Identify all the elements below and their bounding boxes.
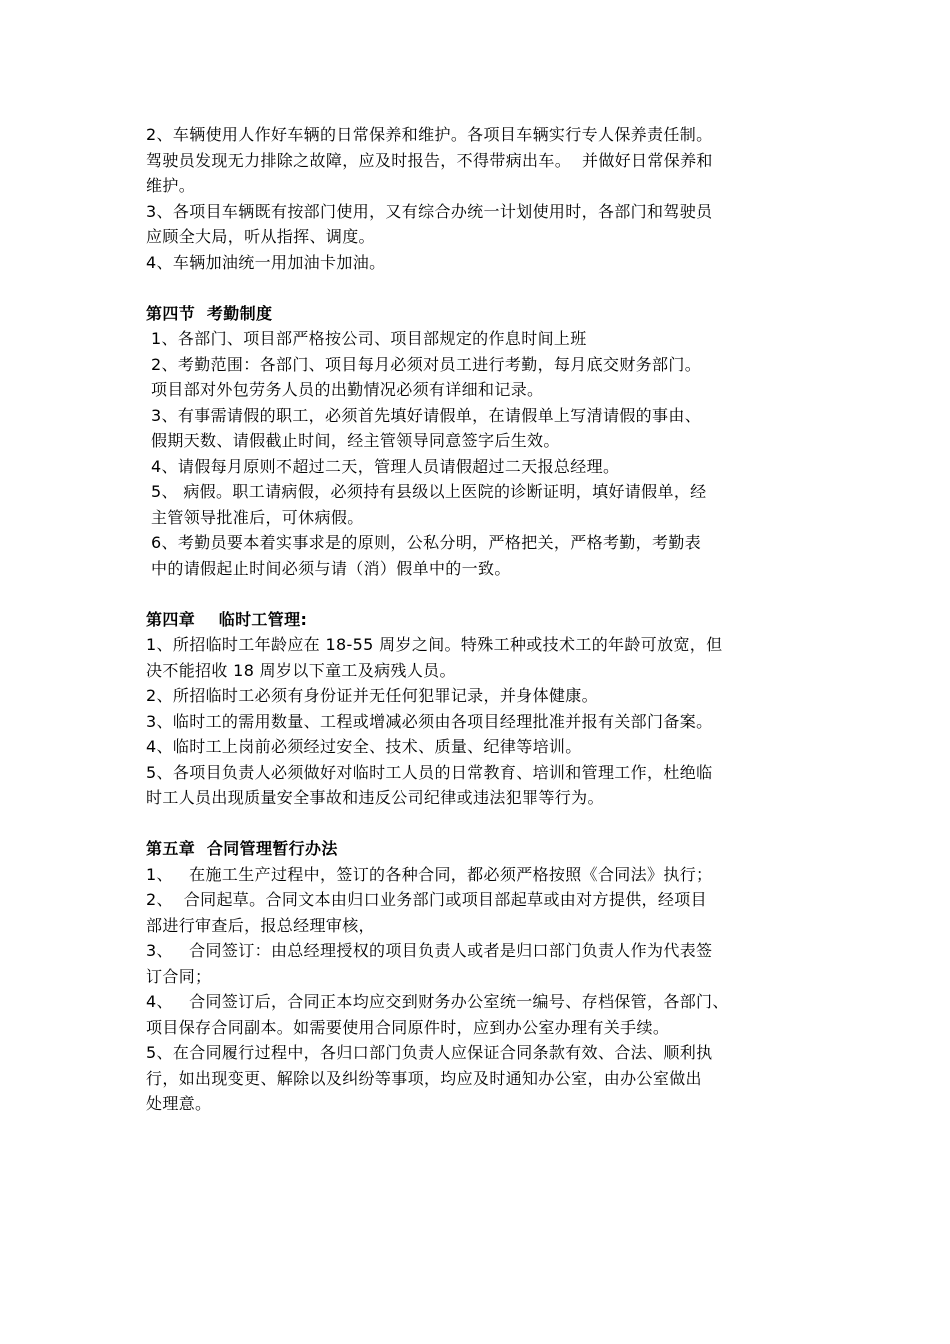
text-line: 4、车辆加油统一用加油卡加油。 (146, 252, 386, 272)
document-body (146, 122, 830, 1117)
text-line: 3、各项目车辆既有按部门使用，又有综合办统一计划使用时，各部门和驾驶员 (146, 201, 713, 221)
section-spacer (146, 811, 830, 837)
text-line: 驾驶员发现无力排除之故障，应及时报告，不得带病出车。 并做好日常保养和 (146, 150, 713, 170)
text-line: 项目部对外包劳务人员的出勤情况必须有详细和记录。 (151, 380, 544, 399)
text-line: 应顾全大局，听从指挥、调度。 (146, 227, 375, 246)
text-line: 4、请假每月原则不超过二天，管理人员请假超过二天报总经理。 (151, 456, 620, 476)
text-line: 部进行审查后，报总经理审核， (146, 915, 375, 935)
section-heading: 第四节 考勤制度 (146, 303, 273, 323)
section-heading: 第五章 合同管理暂行办法 (146, 839, 338, 858)
text-line: 3、临时工的需用数量、工程或增减必须由各项目经理批准并报有关部门备案。 (146, 711, 713, 731)
text-line: 2、所招临时工必须有身份证并无任何犯罪记录，并身体健康。 (146, 686, 598, 705)
text-line: 订合同； (146, 966, 212, 986)
text-line: 假期天数、请假截止时间，经主管领导同意签字后生效。 (151, 431, 560, 450)
text-line: 决不能招收 18 周岁以下童工及病残人员。 (146, 660, 456, 680)
section-spacer (146, 581, 830, 607)
text-line: 5、在合同履行过程中，各归口部门负责人应保证合同条款有效、合法、顺利执 (146, 1043, 713, 1062)
text-line: 1、 在施工生产过程中，签订的各种合同，都必须严格按照《合同法》执行； (146, 864, 713, 884)
text-line: 6、考勤员要本着实事求是的原则，公私分明，严格把关，严格考勤，考勤表 (151, 533, 702, 552)
text-line: 维护。 (146, 176, 196, 195)
document-section (146, 122, 830, 275)
text-line: 4、 合同签订后，合同正本均应交到财务办公室统一编号、存档保管，各部门、 (146, 992, 729, 1011)
text-line: 时工人员出现质量安全事故和违反公司纪律或违法犯罪等行为。 (146, 788, 604, 807)
section-spacer (146, 275, 830, 301)
text-line: 3、有事需请假的职工，必须首先填好请假单，在请假单上写清请假的事由、 (151, 405, 702, 425)
text-line: 2、车辆使用人作好车辆的日常保养和维护。各项目车辆实行专人保养责任制。 (146, 125, 713, 144)
text-line: 4、临时工上岗前必须经过安全、技术、质量、纪律等培训。 (146, 737, 582, 756)
text-line: 1、各部门、项目部严格按公司、项目部规定的作息时间上班 (151, 329, 587, 348)
document-section (146, 607, 830, 811)
document-section (146, 301, 830, 582)
text-line: 行，如出现变更、解除以及纠纷等事项，均应及时通知办公室，由办公室做出 (146, 1068, 702, 1088)
text-line: 处理意。 (146, 1094, 212, 1113)
text-line: 2、考勤范围：各部门、项目每月必须对员工进行考勤，每月底交财务部门。 (151, 354, 702, 374)
document-section (146, 836, 830, 1117)
text-line: 主管领导批准后，可休病假。 (151, 507, 364, 527)
section-heading: 第四章 临时工管理: (146, 609, 308, 629)
text-line: 中的请假起止时间必须与请（消）假单中的一致。 (151, 558, 511, 578)
text-line: 2、 合同起草。合同文本由归口业务部门或项目部起草或由对方提供，经项目 (146, 890, 707, 909)
text-line: 5、各项目负责人必须做好对临时工人员的日常教育、培训和管理工作，杜绝临 (146, 762, 713, 782)
text-line: 1、所招临时工年龄应在 18-55 周岁之间。特殊工种或技术工的年龄可放宽，但 (146, 635, 723, 654)
text-line: 5、 病假。职工请病假，必须持有县级以上医院的诊断证明，填好请假单，经 (151, 482, 707, 501)
text-line: 项目保存合同副本。如需要使用合同原件时，应到办公室办理有关手续。 (146, 1017, 670, 1037)
text-line: 3、 合同签订：由总经理授权的项目负责人或者是归口部门负责人作为代表签 (146, 941, 713, 960)
